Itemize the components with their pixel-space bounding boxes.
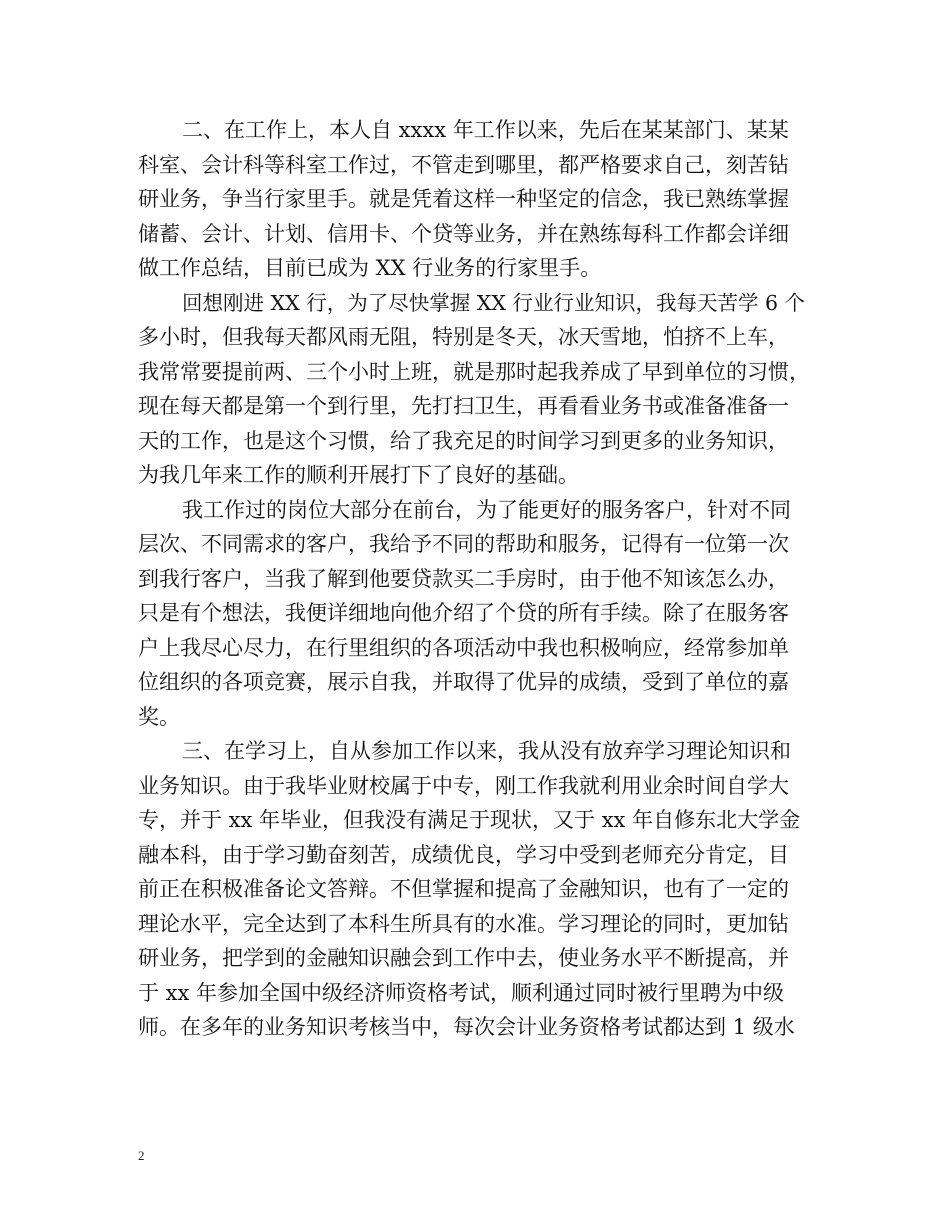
- text-line: 前正在积极准备论文答辩。不但掌握和提高了金融知识，也有了一定的: [138, 877, 789, 901]
- text-line: 师。在多年的业务知识考核当中，每次会计业务资格考试都达到 1 级水: [138, 1015, 795, 1039]
- document-body: [138, 113, 818, 1045]
- text-line: 二、在工作上，本人自 xxxx 年工作以来，先后在某某部门、某某: [182, 118, 789, 142]
- text-line: 研业务，把学到的金融知识融会到工作中去，使业务水平不断提高，并: [138, 946, 789, 970]
- paragraph-recollection: [138, 286, 818, 493]
- text-line: 做工作总结，目前已成为 XX 行业务的行家里手。: [138, 256, 602, 280]
- text-line: 天的工作，也是这个习惯，给了我充足的时间学习到更多的业务知识，: [138, 428, 789, 453]
- text-line: 专，并于 xx 年毕业，但我没有满足于现状，又于 xx 年自修东北大学金: [138, 808, 801, 832]
- text-line: 层次、不同需求的客户，我给予不同的帮助和服务，记得有一位第一次: [138, 532, 789, 556]
- text-line: 于 xx 年参加全国中级经济师资格考试，顺利通过同时被行里聘为中级: [138, 980, 785, 1005]
- page-number: 2: [138, 1148, 145, 1163]
- text-line: 到我行客户，当我了解到他要贷款买二手房时，由于他不知该怎么办，: [138, 566, 789, 591]
- text-line: 我工作过的岗位大部分在前台，为了能更好的服务客户，针对不同: [182, 497, 791, 522]
- text-line: 位组织的各项竞赛，展示自我，并取得了优异的成绩，受到了单位的嘉: [138, 670, 789, 694]
- text-line: 我常常要提前两、三个小时上班，就是那时起我养成了早到单位的习惯，: [138, 359, 810, 384]
- paragraph-study: [138, 734, 818, 1045]
- text-line: 为我几年来工作的顺利开展打下了良好的基础。: [138, 463, 579, 487]
- text-line: 回想刚进 XX 行，为了尽快掌握 XX 行业行业知识，我每天苦学 6 个: [182, 290, 806, 315]
- text-line: 融本科，由于学习勤奋刻苦，成绩优良，学习中受到老师充分肯定，目: [138, 842, 789, 867]
- text-line: 理论水平，完全达到了本科生所具有的水准。学习理论的同时，更加钻: [138, 911, 789, 936]
- text-line: 现在每天都是第一个到行里，先打扫卫生，再看看业务书或准备准备一: [138, 394, 789, 418]
- paragraph-work: [138, 113, 818, 286]
- text-line: 多小时，但我每天都风雨无阻，特别是冬天，冰天雪地，怕挤不上车，: [138, 325, 789, 349]
- text-line: 奖。: [138, 704, 180, 729]
- text-line: 户上我尽心尽力，在行里组织的各项活动中我也积极响应，经常参加单: [138, 635, 789, 660]
- text-line: 三、在学习上，自从参加工作以来，我从没有放弃学习理论知识和: [182, 739, 791, 763]
- paragraph-service: [138, 493, 818, 735]
- text-line: 业务知识。由于我毕业财校属于中专，刚工作我就利用业余时间自学大: [138, 773, 789, 798]
- text-line: 储蓄、会计、计划、信用卡、个贷等业务，并在熟练每科工作都会详细: [138, 221, 789, 246]
- text-line: 研业务，争当行家里手。就是凭着这样一种坚定的信念，我已熟练掌握: [138, 187, 789, 211]
- text-line: 只是有个想法，我便详细地向他介绍了个贷的所有手续。除了在服务客: [138, 601, 789, 625]
- text-line: 科室、会计科等科室工作过，不管走到哪里，都严格要求自己，刻苦钻: [138, 152, 789, 177]
